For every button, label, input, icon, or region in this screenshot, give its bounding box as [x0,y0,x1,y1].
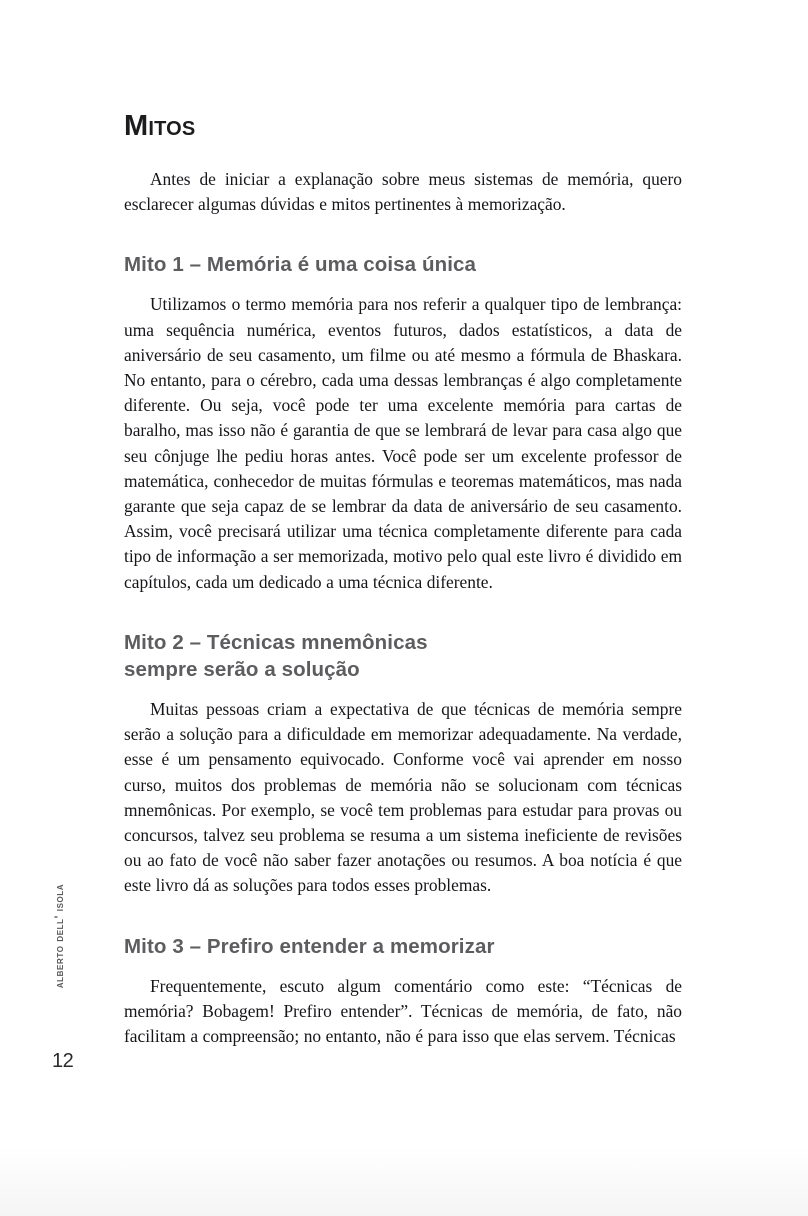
section-heading-myth-2-line-1: Mito 2 – Técnicas mnemônicas [124,630,428,654]
page-number: 12 [52,1050,74,1072]
section-heading-myth-1-line-1: Mito 1 – Memória é uma coisa única [124,253,477,277]
section-heading-myth-1 [124,251,682,278]
section-heading-myth-3-line-1: Mito 3 – Prefiro entender a memorizar [124,934,495,958]
left-margin-furniture [0,0,124,1216]
section-paragraph-myth-1: Utilizamos o termo memória para nos referir a qualquer tipo de lembrança: uma sequência numérica, eventos futuros, dados estatísticos, a data de aniversário de seu casamento, um filme ou até mesmo a fórmula de Bhaskara. No entanto, para o cérebro, cada uma dessas lembranças é algo completamente diferente. Ou seja, você pode ter uma excelente memória para cartas de baralho, mas isso não é garantia de que se lembrará de levar para casa algo que seu cônjuge lhe pediu horas antes. Você pode ser um excelente professor de matemática, conhecedor de muitas fórmulas e teoremas matemáticos, mas nada garante que seja capaz de se lembrar da data de aniversário de seu casamento. Assim, você precisará utilizar uma técnica completamente diferente para cada tipo de informação a ser memorizada, motivo pelo qual este livro é dividido em capítulos, cada um dedicado a uma técnica diferente. [124,294,682,592]
section-paragraph-myth-3: Frequentemente, escuto algum comentário como este: “Técnicas de memória? Bobagem! Prefiro entender”. Técnicas de memória, de fato, não facilitam a compreensão; no entanto, não é para isso que elas servem. Técnicas [124,975,682,1047]
section-heading-myth-2 [124,629,682,683]
running-author-name: alberto dell' isola [54,883,66,989]
section-paragraph-myth-2: Muitas pessoas criam a expectativa de que técnicas de memória sempre serão a solução para a dificuldade em memorizar adequadamente. Na verdade, esse é um pensamento equivocado. Conforme você vai aprender em nosso curso, muitos dos problemas de memória não se solucionam com técnicas mnemônicas. Por exemplo, se você tem problemas para estudar para provas ou concursos, talvez seu problema se resuma a um sistema ineficiente de revisões ou ao fato de você não saber fazer anotações ou resumos. A boa notícia é que este livro dá as soluções para todos esses problemas. [124,698,682,896]
intro-paragraph: Antes de iniciar a explanação sobre meus sistemas de memória, quero esclarecer algumas dúvidas e mitos pertinentes à memorização. [124,169,682,215]
text-column [124,112,682,1049]
section-heading-myth-3 [124,933,682,960]
chapter-title: Mitos [124,110,196,142]
section-heading-myth-2-line-2: sempre serão a solução [124,657,360,681]
